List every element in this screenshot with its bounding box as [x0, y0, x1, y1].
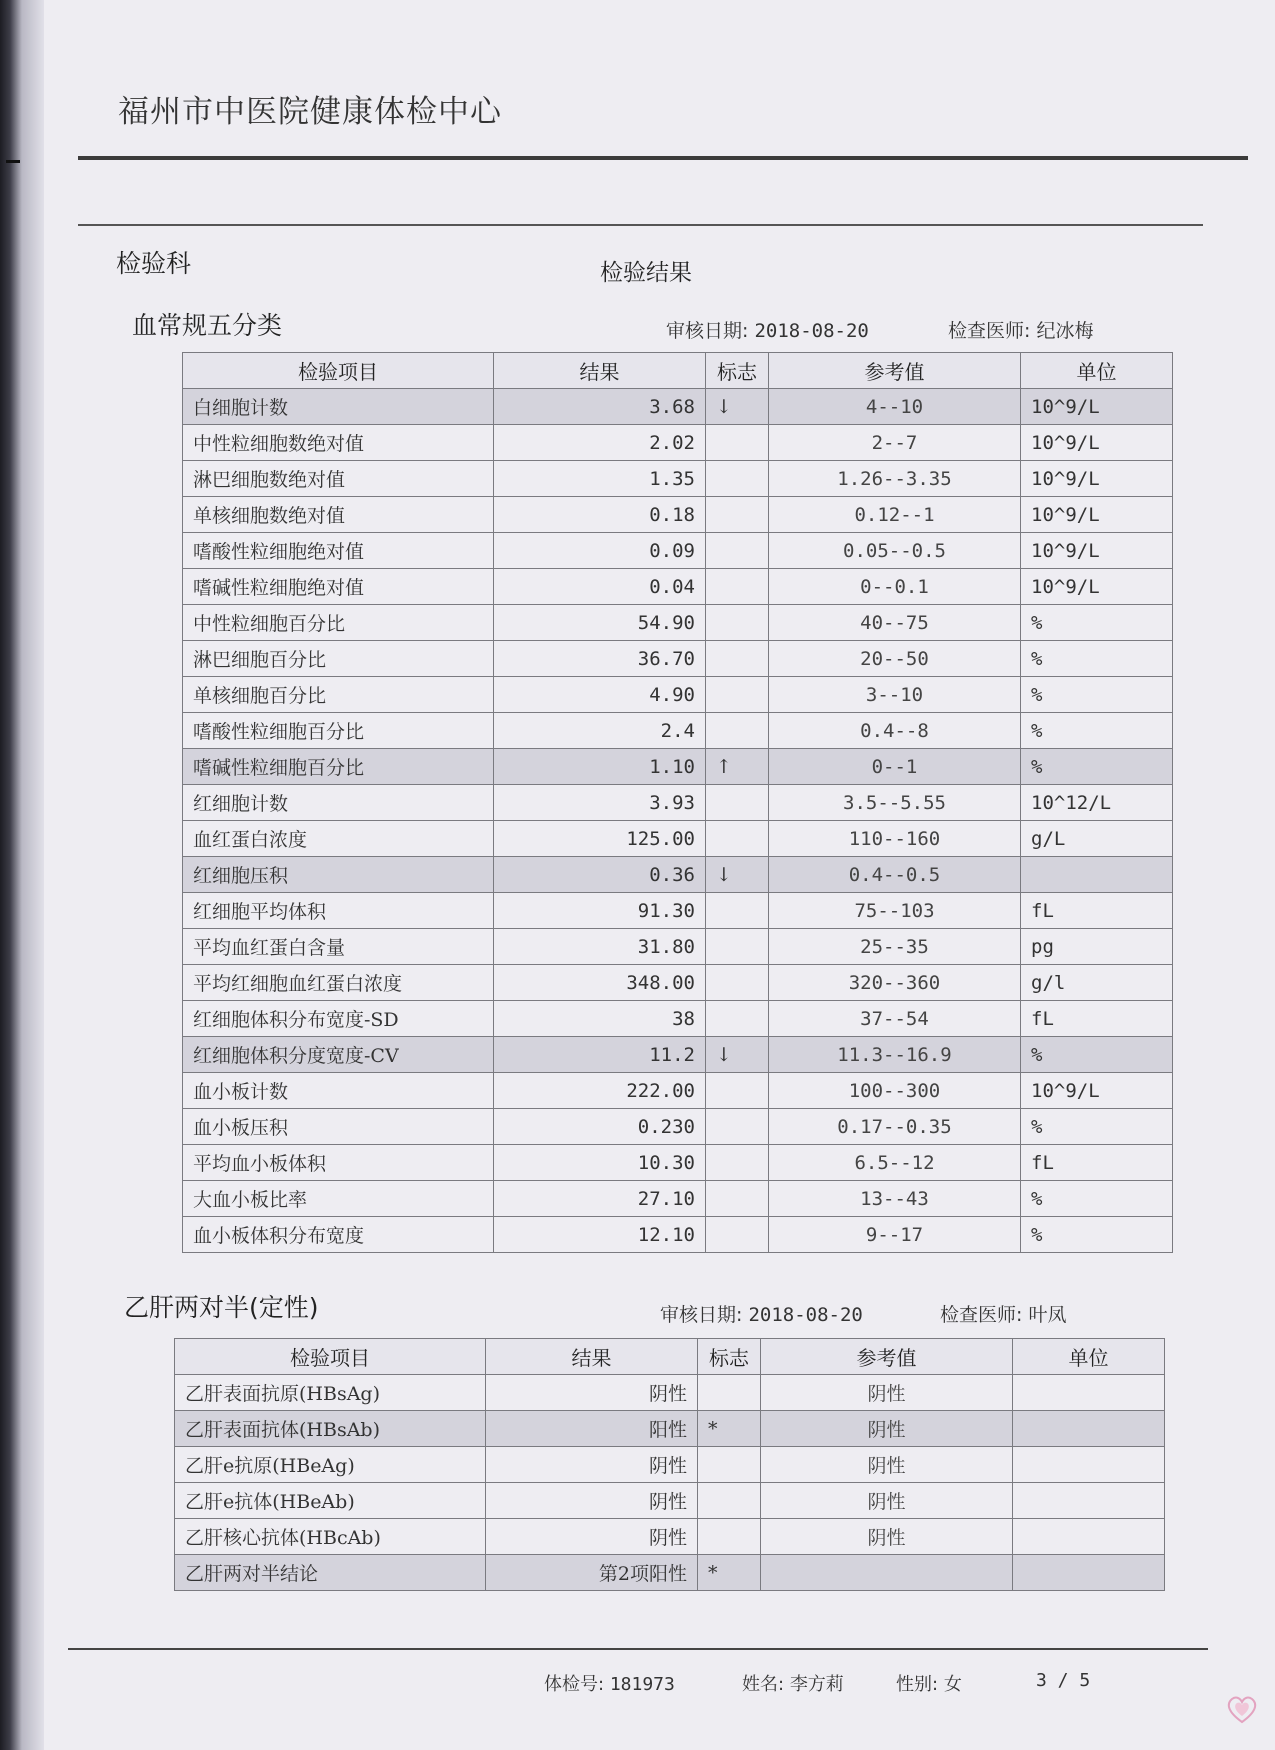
- table-row: [183, 569, 1173, 605]
- unit: %: [1021, 713, 1173, 749]
- col-header-flag: 标志: [706, 353, 769, 389]
- reference-range: 阴性: [761, 1483, 1013, 1519]
- report-page: [44, 0, 1275, 1750]
- result-value: 38: [494, 1001, 706, 1037]
- result-value: 0.230: [494, 1109, 706, 1145]
- table-row: [183, 749, 1173, 785]
- unit: 10^9/L: [1021, 425, 1173, 461]
- abnormal-flag: ↑: [706, 749, 769, 785]
- exam-no-value: 181973: [609, 1674, 675, 1695]
- table-row: [175, 1411, 1165, 1447]
- abnormal-flag: [706, 569, 769, 605]
- hbv-results-table: [174, 1338, 1165, 1591]
- table-row: [183, 677, 1173, 713]
- unit: [1021, 857, 1173, 893]
- result-value: 3.68: [494, 389, 706, 425]
- reference-range: 1.26--3.35: [769, 461, 1021, 497]
- result-value: 12.10: [494, 1217, 706, 1253]
- item-name: 乙肝两对半结论: [175, 1555, 486, 1591]
- table-row: [175, 1447, 1165, 1483]
- reference-range: 37--54: [769, 1001, 1021, 1037]
- item-name: 嗜碱性粒细胞绝对值: [183, 569, 494, 605]
- item-name: 红细胞体积分度宽度-CV: [183, 1037, 494, 1073]
- result-value: 1.35: [494, 461, 706, 497]
- item-name: 红细胞平均体积: [183, 893, 494, 929]
- exam-no-label: 体检号:: [544, 1674, 605, 1695]
- department-label: 检验科: [116, 249, 192, 278]
- result-value: 阴性: [486, 1519, 698, 1555]
- reference-range: 阴性: [761, 1447, 1013, 1483]
- cbc-doctor: [948, 316, 1093, 343]
- header-subrule: [78, 224, 1203, 226]
- abnormal-flag: ↓: [706, 389, 769, 425]
- table-row: [175, 1519, 1165, 1555]
- unit: 10^9/L: [1021, 533, 1173, 569]
- unit: [1013, 1483, 1165, 1519]
- footer-patient-name: [742, 1670, 844, 1696]
- result-value: 348.00: [494, 965, 706, 1001]
- table-row: [183, 461, 1173, 497]
- table-row: [183, 785, 1173, 821]
- hbv-review-date: [660, 1300, 863, 1327]
- abnormal-flag: [706, 605, 769, 641]
- cbc-doctor-name: 纪冰梅: [1036, 320, 1094, 342]
- result-value: 阳性: [486, 1411, 698, 1447]
- cbc-review-label: 审核日期:: [666, 320, 749, 342]
- abnormal-flag: [698, 1447, 761, 1483]
- unit: 10^12/L: [1021, 785, 1173, 821]
- table-row: [183, 1037, 1173, 1073]
- cbc-review-date: [666, 316, 869, 343]
- reference-range: 13--43: [769, 1181, 1021, 1217]
- unit: %: [1021, 1181, 1173, 1217]
- reference-range: 0.12--1: [769, 497, 1021, 533]
- hbv-review-date-value: 2018-08-20: [748, 1304, 863, 1326]
- unit: %: [1021, 1109, 1173, 1145]
- col-header-flag: 标志: [698, 1339, 761, 1375]
- result-value: 222.00: [494, 1073, 706, 1109]
- table-row: [183, 425, 1173, 461]
- item-name: 大血小板比率: [183, 1181, 494, 1217]
- abnormal-flag: [698, 1483, 761, 1519]
- result-value: 阴性: [486, 1447, 698, 1483]
- abnormal-flag: [706, 1217, 769, 1253]
- result-value: 0.04: [494, 569, 706, 605]
- result-value: 0.09: [494, 533, 706, 569]
- abnormal-flag: [706, 893, 769, 929]
- abnormal-flag: [698, 1519, 761, 1555]
- item-name: 平均血小板体积: [183, 1145, 494, 1181]
- reference-range: 3.5--5.55: [769, 785, 1021, 821]
- patient-name-label: 姓名:: [742, 1674, 785, 1695]
- hbv-section-title: 乙肝两对半(定性): [124, 1293, 319, 1322]
- unit: %: [1021, 677, 1173, 713]
- reference-range: 0--0.1: [769, 569, 1021, 605]
- reference-range: 0.4--8: [769, 713, 1021, 749]
- abnormal-flag: [706, 1001, 769, 1037]
- result-value: 阴性: [486, 1375, 698, 1411]
- item-name: 淋巴细胞百分比: [183, 641, 494, 677]
- unit: %: [1021, 749, 1173, 785]
- reference-range: 320--360: [769, 965, 1021, 1001]
- unit: %: [1021, 1037, 1173, 1073]
- item-name: 中性粒细胞百分比: [183, 605, 494, 641]
- reference-range: 100--300: [769, 1073, 1021, 1109]
- table-row: [183, 965, 1173, 1001]
- unit: [1013, 1447, 1165, 1483]
- item-name: 血小板体积分布宽度: [183, 1217, 494, 1253]
- result-value: 0.36: [494, 857, 706, 893]
- result-value: 27.10: [494, 1181, 706, 1217]
- result-value: 31.80: [494, 929, 706, 965]
- col-header-item: 检验项目: [175, 1339, 486, 1375]
- reference-range: 6.5--12: [769, 1145, 1021, 1181]
- abnormal-flag: [706, 929, 769, 965]
- scan-edge-mark: [6, 160, 20, 163]
- abnormal-flag: [706, 1109, 769, 1145]
- result-value: 3.93: [494, 785, 706, 821]
- result-value: 36.70: [494, 641, 706, 677]
- table-row: [183, 929, 1173, 965]
- document-title: 检验结果: [600, 260, 692, 286]
- col-header-item: 检验项目: [183, 353, 494, 389]
- abnormal-flag: [706, 533, 769, 569]
- patient-sex-label: 性别:: [896, 1674, 939, 1695]
- reference-range: 0.05--0.5: [769, 533, 1021, 569]
- result-value: 2.4: [494, 713, 706, 749]
- unit: %: [1021, 605, 1173, 641]
- result-value: 125.00: [494, 821, 706, 857]
- reference-range: 9--17: [769, 1217, 1021, 1253]
- reference-range: 40--75: [769, 605, 1021, 641]
- table-row: [183, 389, 1173, 425]
- abnormal-flag: [706, 965, 769, 1001]
- reference-range: 0.4--0.5: [769, 857, 1021, 893]
- result-value: 10.30: [494, 1145, 706, 1181]
- abnormal-flag: [706, 425, 769, 461]
- item-name: 血小板压积: [183, 1109, 494, 1145]
- unit: [1013, 1519, 1165, 1555]
- reference-range: 3--10: [769, 677, 1021, 713]
- reference-range: 11.3--16.9: [769, 1037, 1021, 1073]
- table-row: [183, 893, 1173, 929]
- item-name: 淋巴细胞数绝对值: [183, 461, 494, 497]
- table-header-row: [175, 1339, 1165, 1375]
- item-name: 中性粒细胞数绝对值: [183, 425, 494, 461]
- hbv-doctor-label: 检查医师:: [940, 1304, 1023, 1326]
- reference-range: 阴性: [761, 1375, 1013, 1411]
- table-row: [175, 1555, 1165, 1591]
- table-row: [175, 1483, 1165, 1519]
- unit: pg: [1021, 929, 1173, 965]
- item-name: 平均血红蛋白含量: [183, 929, 494, 965]
- unit: fL: [1021, 1001, 1173, 1037]
- abnormal-flag: [706, 713, 769, 749]
- table-row: [183, 1109, 1173, 1145]
- abnormal-flag: [698, 1375, 761, 1411]
- patient-name-value: 李方莉: [789, 1674, 844, 1695]
- abnormal-flag: [706, 1145, 769, 1181]
- col-header-reference: 参考值: [769, 353, 1021, 389]
- item-name: 嗜酸性粒细胞绝对值: [183, 533, 494, 569]
- cbc-doctor-label: 检查医师:: [948, 320, 1031, 342]
- result-value: 1.10: [494, 749, 706, 785]
- item-name: 单核细胞数绝对值: [183, 497, 494, 533]
- page-number: 3 / 5: [1036, 1670, 1091, 1691]
- unit: fL: [1021, 893, 1173, 929]
- reference-range: 0--1: [769, 749, 1021, 785]
- result-value: 11.2: [494, 1037, 706, 1073]
- table-row: [183, 1145, 1173, 1181]
- abnormal-flag: [706, 461, 769, 497]
- abnormal-flag: [706, 497, 769, 533]
- unit: [1013, 1555, 1165, 1591]
- abnormal-flag: ↓: [706, 1037, 769, 1073]
- reference-range: 阴性: [761, 1519, 1013, 1555]
- reference-range: 75--103: [769, 893, 1021, 929]
- table-row: [183, 497, 1173, 533]
- result-value: 4.90: [494, 677, 706, 713]
- cbc-section-title: 血常规五分类: [132, 311, 283, 340]
- table-row: [183, 1073, 1173, 1109]
- col-header-result: 结果: [486, 1339, 698, 1375]
- reference-range: 25--35: [769, 929, 1021, 965]
- reference-range: 0.17--0.35: [769, 1109, 1021, 1145]
- abnormal-flag: [706, 785, 769, 821]
- footer-rule: [68, 1648, 1208, 1650]
- col-header-unit: 单位: [1013, 1339, 1165, 1375]
- reference-range: 110--160: [769, 821, 1021, 857]
- result-value: 0.18: [494, 497, 706, 533]
- cbc-results-table: [182, 352, 1173, 1253]
- footer-patient-sex: [896, 1670, 962, 1696]
- reference-range: [761, 1555, 1013, 1591]
- result-value: 第2项阳性: [486, 1555, 698, 1591]
- unit: 10^9/L: [1021, 1073, 1173, 1109]
- table-row: [183, 533, 1173, 569]
- col-header-unit: 单位: [1021, 353, 1173, 389]
- table-row: [183, 1217, 1173, 1253]
- abnormal-flag: [706, 1073, 769, 1109]
- result-value: 阴性: [486, 1483, 698, 1519]
- table-row: [183, 605, 1173, 641]
- table-row: [183, 713, 1173, 749]
- cbc-review-date-value: 2018-08-20: [754, 320, 869, 342]
- item-name: 红细胞压积: [183, 857, 494, 893]
- abnormal-flag: [706, 641, 769, 677]
- unit: [1013, 1375, 1165, 1411]
- hbv-doctor: [940, 1300, 1066, 1327]
- table-row: [183, 1181, 1173, 1217]
- unit: 10^9/L: [1021, 497, 1173, 533]
- item-name: 血红蛋白浓度: [183, 821, 494, 857]
- abnormal-flag: *: [698, 1411, 761, 1447]
- reference-range: 2--7: [769, 425, 1021, 461]
- unit: 10^9/L: [1021, 389, 1173, 425]
- unit: %: [1021, 1217, 1173, 1253]
- table-row: [183, 1001, 1173, 1037]
- col-header-result: 结果: [494, 353, 706, 389]
- reference-range: 阴性: [761, 1411, 1013, 1447]
- item-name: 红细胞体积分布宽度-SD: [183, 1001, 494, 1037]
- result-value: 91.30: [494, 893, 706, 929]
- item-name: 单核细胞百分比: [183, 677, 494, 713]
- result-value: 2.02: [494, 425, 706, 461]
- col-header-reference: 参考值: [761, 1339, 1013, 1375]
- item-name: 血小板计数: [183, 1073, 494, 1109]
- unit: fL: [1021, 1145, 1173, 1181]
- item-name: 乙肝e抗原(HBeAg): [175, 1447, 486, 1483]
- item-name: 乙肝表面抗原(HBsAg): [175, 1375, 486, 1411]
- unit: %: [1021, 641, 1173, 677]
- reference-range: 4--10: [769, 389, 1021, 425]
- table-row: [175, 1375, 1165, 1411]
- item-name: 嗜碱性粒细胞百分比: [183, 749, 494, 785]
- unit: [1013, 1411, 1165, 1447]
- item-name: 乙肝表面抗体(HBsAb): [175, 1411, 486, 1447]
- hbv-doctor-name: 叶凤: [1028, 1304, 1067, 1326]
- table-row: [183, 641, 1173, 677]
- abnormal-flag: [706, 821, 769, 857]
- item-name: 白细胞计数: [183, 389, 494, 425]
- patient-sex-value: 女: [943, 1674, 962, 1695]
- abnormal-flag: [706, 1181, 769, 1217]
- reference-range: 20--50: [769, 641, 1021, 677]
- abnormal-flag: ↓: [706, 857, 769, 893]
- unit: 10^9/L: [1021, 461, 1173, 497]
- table-row: [183, 857, 1173, 893]
- item-name: 平均红细胞血红蛋白浓度: [183, 965, 494, 1001]
- scan-binding-edge: [0, 0, 44, 1750]
- item-name: 乙肝e抗体(HBeAb): [175, 1483, 486, 1519]
- unit: g/l: [1021, 965, 1173, 1001]
- heart-logo-icon: [1222, 1688, 1262, 1728]
- hospital-title: 福州市中医院健康体检中心: [118, 94, 502, 130]
- hbv-review-label: 审核日期:: [660, 1304, 743, 1326]
- abnormal-flag: [706, 677, 769, 713]
- table-row: [183, 821, 1173, 857]
- unit: g/L: [1021, 821, 1173, 857]
- item-name: 乙肝核心抗体(HBcAb): [175, 1519, 486, 1555]
- table-header-row: [183, 353, 1173, 389]
- header-rule: [78, 156, 1248, 160]
- item-name: 嗜酸性粒细胞百分比: [183, 713, 494, 749]
- abnormal-flag: *: [698, 1555, 761, 1591]
- result-value: 54.90: [494, 605, 706, 641]
- item-name: 红细胞计数: [183, 785, 494, 821]
- footer-exam-no: [544, 1670, 675, 1696]
- unit: 10^9/L: [1021, 569, 1173, 605]
